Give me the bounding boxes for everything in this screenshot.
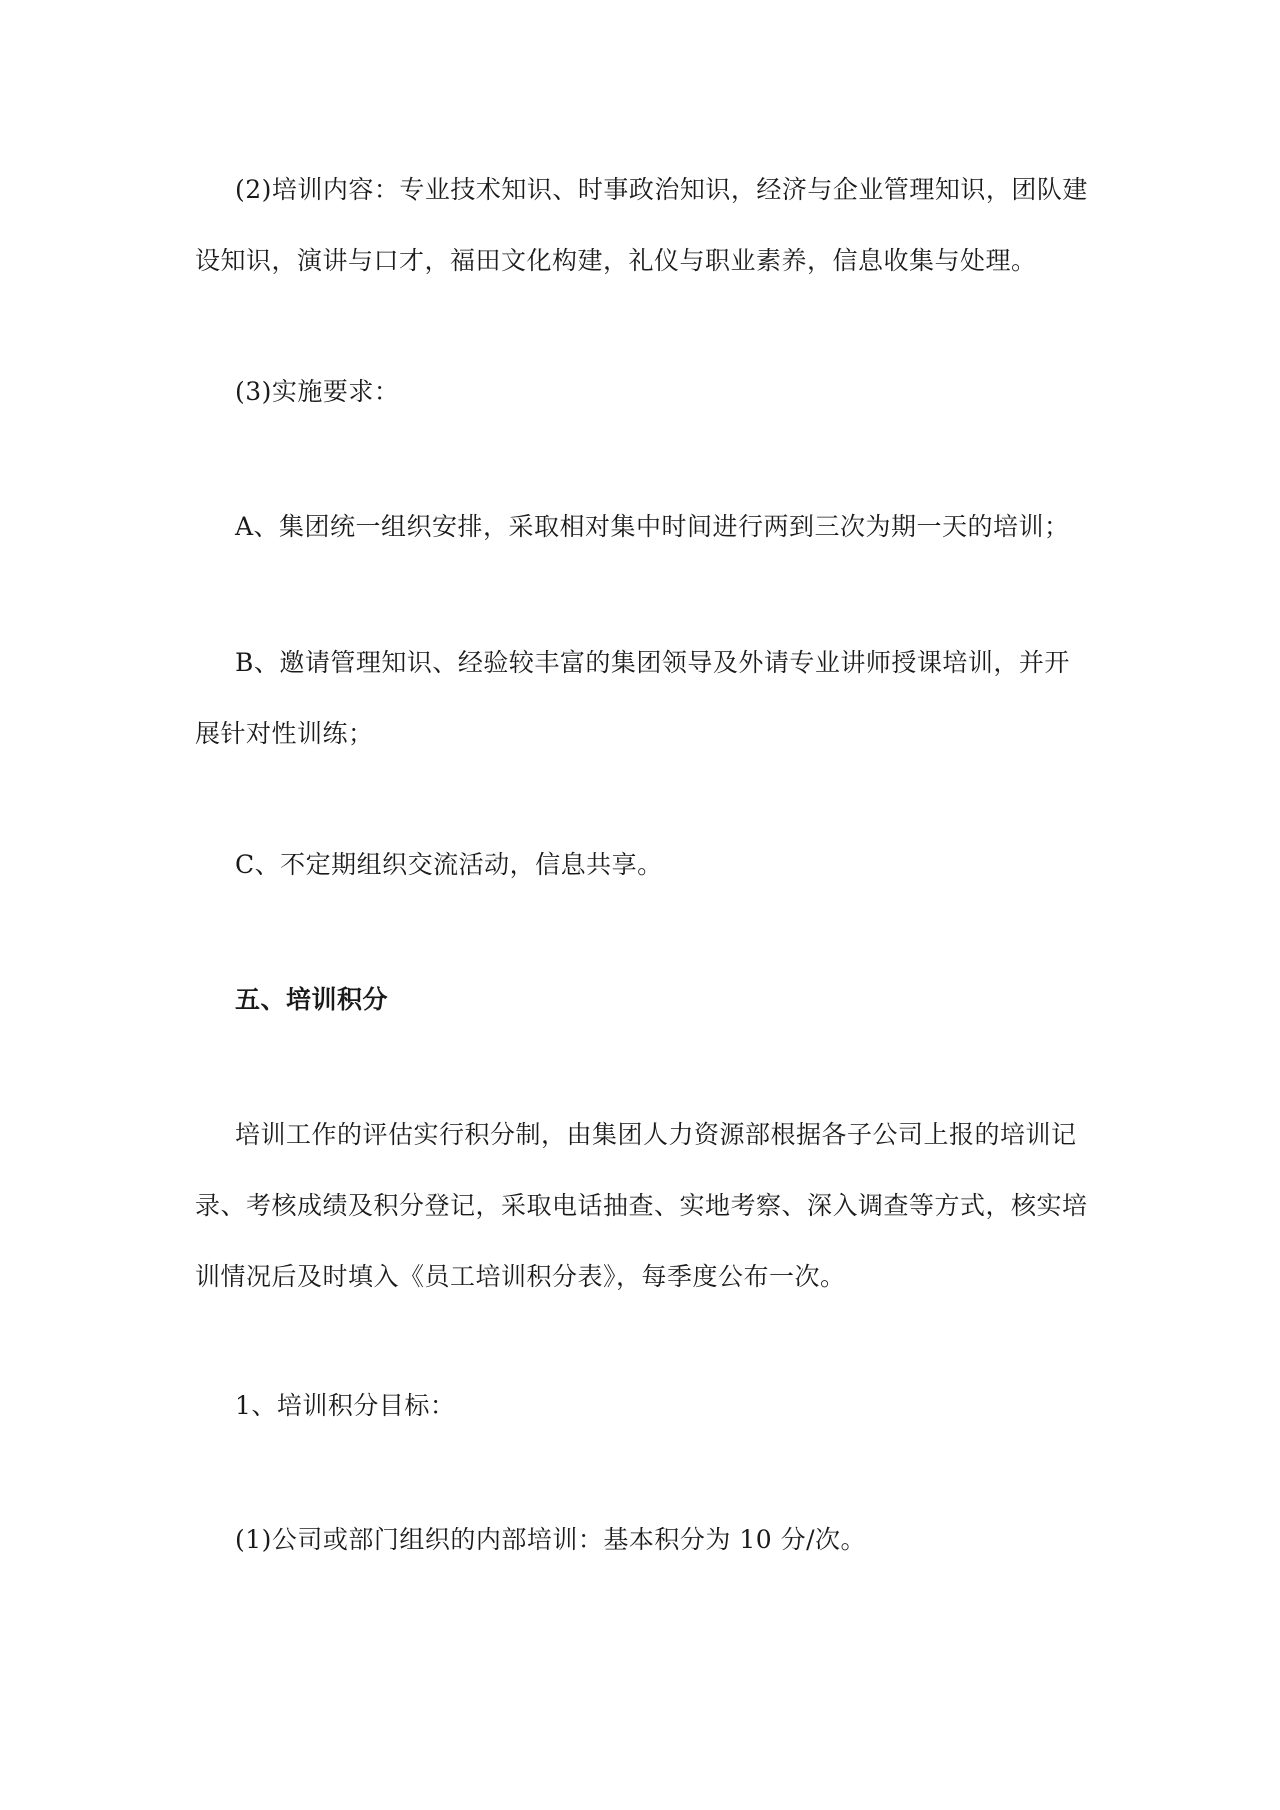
paragraph-training-content: [195, 154, 1100, 296]
paragraph-item-b: [195, 627, 1100, 769]
paragraph-line: 培训工作的评估实行积分制，由集团人力资源部根据各子公司上报的培训记: [235, 1120, 1077, 1149]
paragraph-line: B、邀请管理知识、经验较丰富的集团领导及外请专业讲师授课培训，并开: [235, 648, 1070, 677]
paragraph-line: (3)实施要求：: [235, 377, 400, 406]
paragraph-line: (2)培训内容：专业技术知识、时事政治知识，经济与企业管理知识，团队建: [235, 175, 1088, 204]
paragraph-training-points-evaluation: [195, 1099, 1100, 1312]
section-heading-text: 五、培训积分: [235, 985, 389, 1014]
section-heading: [195, 964, 1100, 1035]
paragraph-item-c: [195, 829, 1100, 900]
paragraph-implementation-requirements: [195, 356, 1100, 427]
paragraph-line: C、不定期组织交流活动，信息共享。: [235, 850, 663, 879]
paragraph-line: 1、培训积分目标：: [235, 1391, 456, 1420]
paragraph-line: A、集团统一组织安排，采取相对集中时间进行两到三次为期一天的培训；: [235, 512, 1070, 541]
paragraph-item-a: [195, 491, 1100, 562]
paragraph-line: 录、考核成绩及积分登记，采取电话抽查、实地考察、深入调查等方式，核实培: [195, 1191, 1088, 1220]
paragraph-points-target: [195, 1370, 1100, 1441]
paragraph-line: (1)公司或部门组织的内部培训：基本积分为 10 分/次。: [235, 1525, 867, 1554]
paragraph-internal-training: [195, 1504, 1100, 1575]
paragraph-line: 训情况后及时填入《员工培训积分表》，每季度公布一次。: [195, 1262, 846, 1291]
paragraph-line: 设知识，演讲与口才，福田文化构建，礼仪与职业素养，信息收集与处理。: [195, 246, 1037, 275]
paragraph-line: 展针对性训练；: [195, 719, 374, 748]
